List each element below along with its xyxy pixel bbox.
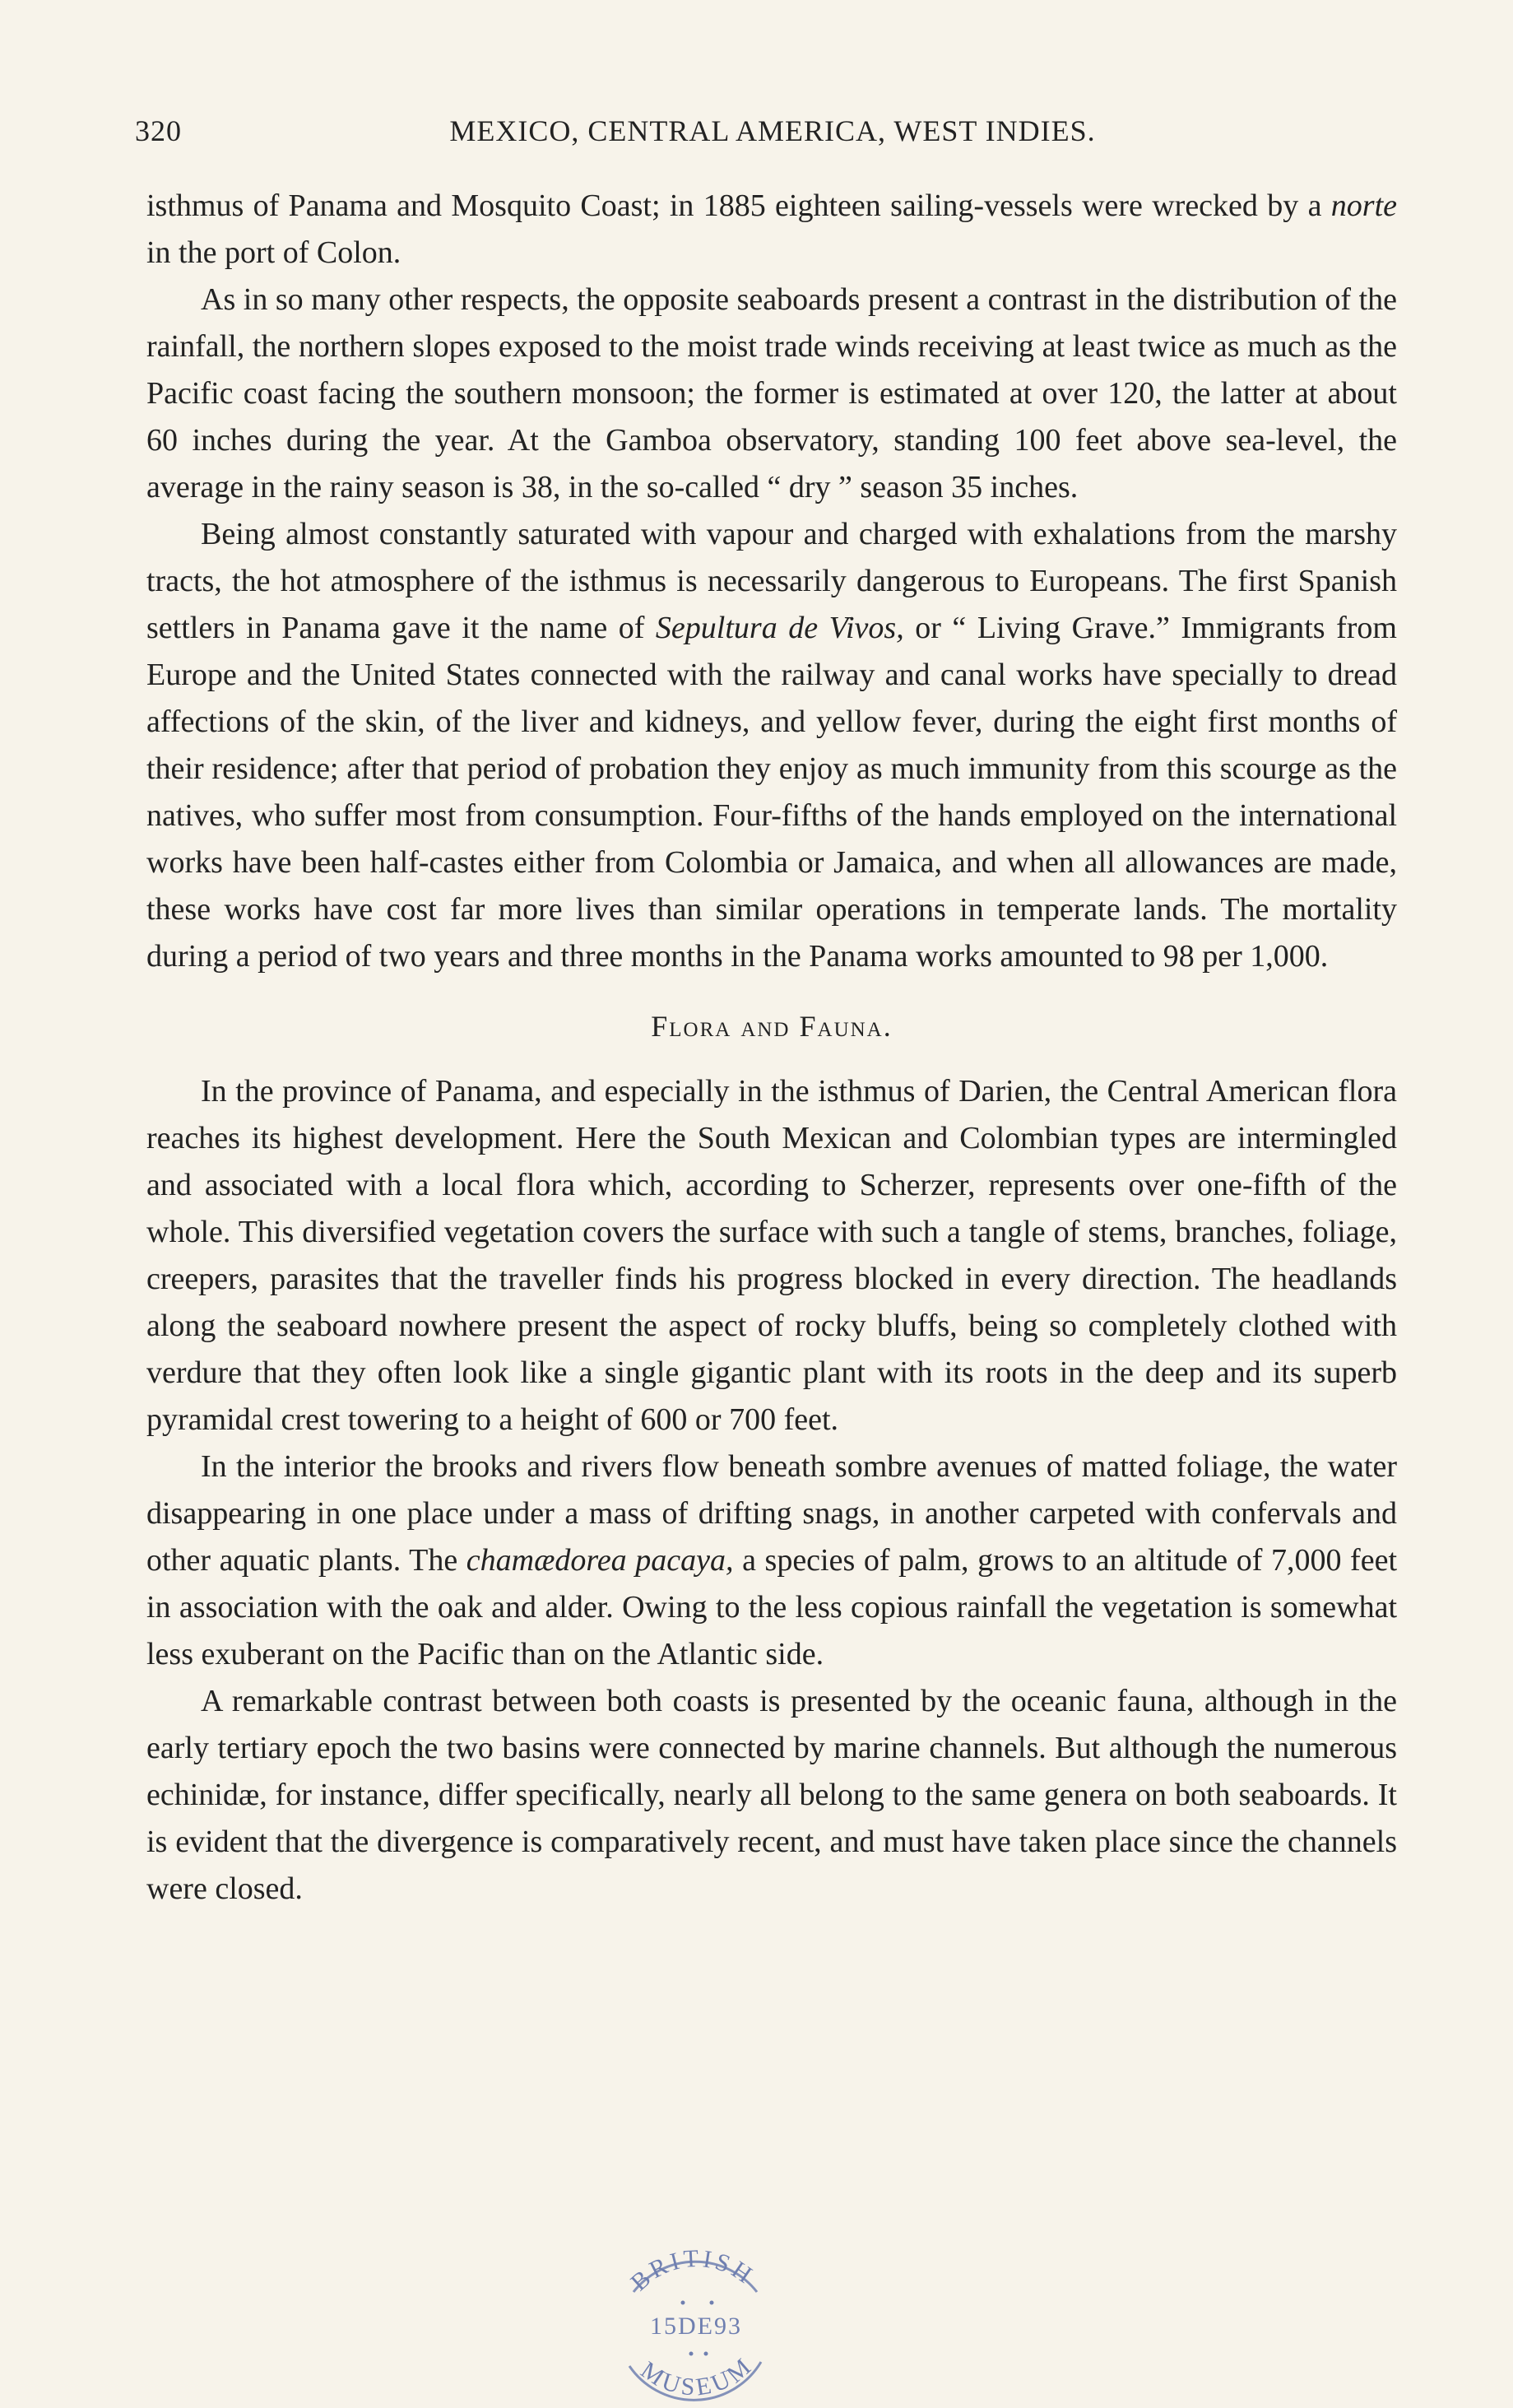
- paragraph: Being almost constantly saturated with vapour and charged with exhalations from the marshy tracts, the hot atmosphere of the isthmus is necessarily dangerous to Europeans. The first Spanish settlers in Panama gave it the name of Sepultura de Vivos, or “ Living Grave.” Immigrants from Europe and the United States connected with the railway and canal works have specially to dread affections of the skin, of the liver and kidneys, and yellow fever, during the eight first months of their residence; after that period of probation they enjoy as much immunity from this scourge as the natives, who suffer most from consumption. Four-fifths of the hands employed on the international works have been half-castes either from Colombia or Jamaica, and when all allowances are made, these works have cost far more lives than similar operations in temperate lands. The mortality during a period of two years and three months in the Panama works amounted to 98 per 1,000.: [146, 517, 1397, 974]
- page-header: [135, 114, 1394, 156]
- stamp-top-text: BRITISH: [625, 2244, 760, 2297]
- paragraph: In the province of Panama, and especially in the isthmus of Darien, the Central American flora reaches its highest development. Here the South Mexican and Colombian types are intermingled and associated with a local flora which, according to Scherzer, represents over one-fifth of the whole. This diversified vegetation covers the surface with such a tangle of stems, branches, foliage, creepers, parasites that the traveller finds his progress blocked in every direction. The headlands along the seaboard nowhere present the aspect of rocky bluffs, being so completely clothed with verdure that they often look like a single gigantic plant with its roots in the deep and its superb pyramidal crest towering to a height of 600 or 700 feet.: [146, 1074, 1397, 1437]
- page-number: 320: [135, 114, 182, 147]
- paragraph: As in so many other respects, the opposite seaboards present a contrast in the distribution of the rainfall, the northern slopes exposed to the moist trade winds receiving at least twice as much as the Pacific coast facing the southern monsoon; the former is estimated at over 120, the latter at about 60 inches during the year. At the Gamboa observatory, standing 100 feet above sea-level, the average in the rainy season is 38, in the so-called “ dry ” season 35 inches.: [146, 282, 1397, 504]
- stamp-date: 15DE93: [650, 2313, 742, 2340]
- stamp-bottom-text: MUSEUM: [635, 2351, 759, 2401]
- library-stamp: [601, 2230, 791, 2407]
- running-title: MEXICO, CENTRAL AMERICA, WEST INDIES.: [449, 114, 1096, 147]
- paragraph: In the interior the brooks and rivers flow beneath sombre avenues of matted foliage, the water disappearing in one place under a mass of drifting snags, in another carpeted with confervals and other aquatic plants. The chamædorea pacaya, a species of palm, grows to an altitude of 7,000 feet in association with the oak and alder. Owing to the less copious rainfall the vegetation is somewhat less exuberant on the Pacific than on the Atlantic side.: [146, 1449, 1397, 1671]
- paragraph: isthmus of Panama and Mosquito Coast; in 1885 eighteen sailing-vessels were wrecked by a norte in the port of Colon.: [146, 188, 1397, 270]
- text-body: [146, 183, 1397, 1913]
- paragraph: A remarkable contrast between both coasts is presented by the oceanic fauna, although in the early tertiary epoch the two basins were connected by marine channels. But although the numerous echinidæ, for instance, differ specifically, nearly all belong to the same genera on both seaboards. It is evident that the divergence is comparatively recent, and must have taken place since the channels were closed.: [146, 1684, 1397, 1906]
- section-heading: Flora and Fauna.: [651, 1010, 893, 1043]
